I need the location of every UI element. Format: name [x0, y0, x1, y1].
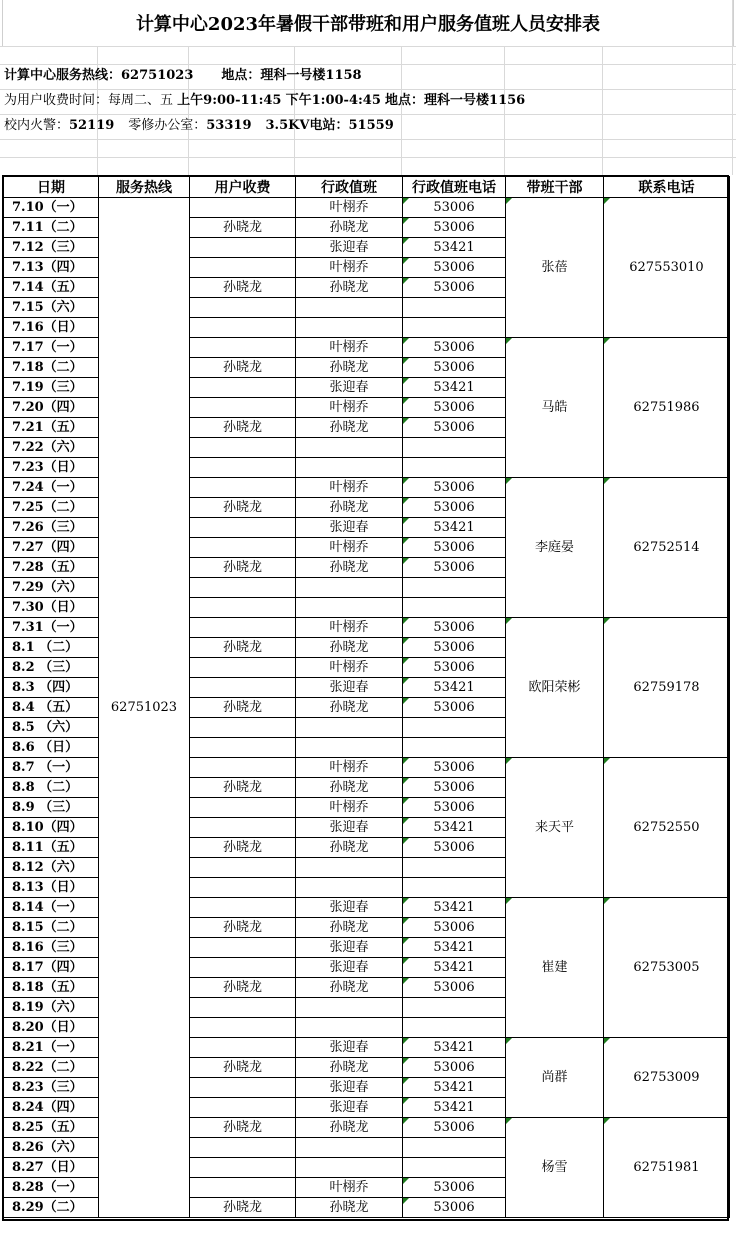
fee-cell — [190, 438, 296, 458]
leader-cell: 马皓 — [506, 338, 604, 478]
hotline-location: 理科一号楼1158 — [260, 68, 362, 83]
admin-duty-cell — [296, 718, 403, 738]
grid-line — [0, 46, 736, 47]
date-cell: 8.12（六） — [4, 858, 99, 878]
header-admin-duty: 行政值班 — [296, 177, 403, 198]
date-cell: 8.16（三） — [4, 938, 99, 958]
date-cell: 8.27（日） — [4, 1158, 99, 1178]
date-cell: 7.21（五） — [4, 418, 99, 438]
date-cell: 7.27（四） — [4, 538, 99, 558]
admin-phone-cell: 53421 — [403, 818, 506, 838]
admin-duty-cell: 孙晓龙 — [296, 638, 403, 658]
date-cell: 7.24（一） — [4, 478, 99, 498]
date-cell: 7.30（日） — [4, 598, 99, 618]
admin-phone-cell: 53006 — [403, 218, 506, 238]
admin-duty-cell: 张迎春 — [296, 238, 403, 258]
admin-duty-cell: 孙晓龙 — [296, 358, 403, 378]
admin-phone-cell: 53006 — [403, 398, 506, 418]
date-cell: 7.17（一） — [4, 338, 99, 358]
emergency-info — [4, 114, 394, 138]
admin-phone-cell — [403, 718, 506, 738]
date-cell: 8.29（二） — [4, 1198, 99, 1218]
admin-phone-cell: 53421 — [403, 1038, 506, 1058]
admin-duty-cell: 张迎春 — [296, 678, 403, 698]
admin-phone-cell: 53006 — [403, 638, 506, 658]
fee-cell: 孙晓龙 — [190, 278, 296, 298]
fee-cell: 孙晓龙 — [190, 498, 296, 518]
fee-cell — [190, 718, 296, 738]
admin-duty-cell: 张迎春 — [296, 1078, 403, 1098]
fee-cell — [190, 298, 296, 318]
fee-cell — [190, 758, 296, 778]
grid-line — [732, 0, 733, 175]
fee-location-label: 地点： — [385, 93, 425, 108]
admin-phone-cell: 53006 — [403, 538, 506, 558]
admin-duty-cell — [296, 578, 403, 598]
hotline-number: 62751023 — [121, 68, 194, 83]
header-leader: 带班干部 — [506, 177, 604, 198]
admin-duty-cell: 叶栩乔 — [296, 338, 403, 358]
admin-phone-cell: 53421 — [403, 958, 506, 978]
date-cell: 8.20（日） — [4, 1018, 99, 1038]
fee-cell — [190, 518, 296, 538]
fee-cell: 孙晓龙 — [190, 1058, 296, 1078]
admin-phone-cell: 53006 — [403, 558, 506, 578]
leader-cell: 崔建 — [506, 898, 604, 1038]
admin-phone-cell — [403, 738, 506, 758]
admin-duty-cell: 孙晓龙 — [296, 1058, 403, 1078]
admin-phone-cell: 53006 — [403, 258, 506, 278]
fee-cell: 孙晓龙 — [190, 778, 296, 798]
admin-phone-cell — [403, 458, 506, 478]
fee-cell — [190, 398, 296, 418]
hotline-cell: 62751023 — [99, 198, 190, 1218]
date-cell: 8.21（一） — [4, 1038, 99, 1058]
admin-phone-cell — [403, 858, 506, 878]
admin-duty-cell: 孙晓龙 — [296, 838, 403, 858]
fee-cell — [190, 318, 296, 338]
admin-duty-cell — [296, 458, 403, 478]
hotline-info — [4, 64, 362, 88]
admin-phone-cell: 53006 — [403, 418, 506, 438]
date-cell: 8.5 （六） — [4, 718, 99, 738]
leader-cell: 来天平 — [506, 758, 604, 898]
leader-phone-cell: 62759178 — [604, 618, 730, 758]
date-cell: 8.11（五） — [4, 838, 99, 858]
date-cell: 8.3 （四） — [4, 678, 99, 698]
date-cell: 8.18（五） — [4, 978, 99, 998]
fee-cell — [190, 818, 296, 838]
leader-phone-cell: 62751981 — [604, 1118, 730, 1218]
admin-duty-cell: 孙晓龙 — [296, 1118, 403, 1138]
fee-cell — [190, 678, 296, 698]
admin-phone-cell: 53006 — [403, 1058, 506, 1078]
fee-cell: 孙晓龙 — [190, 978, 296, 998]
fee-cell — [190, 898, 296, 918]
admin-phone-cell: 53006 — [403, 358, 506, 378]
admin-phone-cell: 53006 — [403, 798, 506, 818]
leader-cell: 李庭晏 — [506, 478, 604, 618]
date-cell: 7.14（五） — [4, 278, 99, 298]
admin-phone-cell: 53006 — [403, 1198, 506, 1218]
admin-phone-cell: 53006 — [403, 498, 506, 518]
admin-duty-cell: 孙晓龙 — [296, 498, 403, 518]
date-cell: 7.15（六） — [4, 298, 99, 318]
leader-phone-cell: 62753005 — [604, 898, 730, 1038]
admin-duty-cell: 孙晓龙 — [296, 218, 403, 238]
fee-cell: 孙晓龙 — [190, 1118, 296, 1138]
admin-phone-cell — [403, 1158, 506, 1178]
fee-cell — [190, 738, 296, 758]
fee-cell — [190, 878, 296, 898]
admin-duty-cell: 叶栩乔 — [296, 618, 403, 638]
fee-time-label: 为用户收费时间：每周二、五 — [4, 93, 174, 108]
header-date: 日期 — [4, 177, 99, 198]
grid-line — [0, 157, 736, 158]
fee-cell — [190, 198, 296, 218]
date-cell: 8.6 （日） — [4, 738, 99, 758]
leader-phone-cell: 62753009 — [604, 1038, 730, 1118]
date-cell: 8.13（日） — [4, 878, 99, 898]
fee-cell — [190, 798, 296, 818]
admin-duty-cell: 孙晓龙 — [296, 418, 403, 438]
admin-duty-cell — [296, 998, 403, 1018]
admin-duty-cell: 孙晓龙 — [296, 918, 403, 938]
fee-cell: 孙晓龙 — [190, 358, 296, 378]
admin-phone-cell — [403, 878, 506, 898]
admin-phone-cell: 53421 — [403, 938, 506, 958]
fee-cell — [190, 478, 296, 498]
admin-duty-cell: 张迎春 — [296, 958, 403, 978]
admin-phone-cell: 53006 — [403, 778, 506, 798]
fee-cell — [190, 938, 296, 958]
date-cell: 8.7 （一） — [4, 758, 99, 778]
fee-cell: 孙晓龙 — [190, 698, 296, 718]
admin-duty-cell: 叶栩乔 — [296, 478, 403, 498]
admin-phone-cell: 53006 — [403, 338, 506, 358]
date-cell: 8.8 （二） — [4, 778, 99, 798]
admin-duty-cell: 张迎春 — [296, 1098, 403, 1118]
substation-number: 51559 — [348, 118, 394, 133]
admin-duty-cell: 叶栩乔 — [296, 1178, 403, 1198]
admin-duty-cell — [296, 438, 403, 458]
admin-duty-cell: 叶栩乔 — [296, 798, 403, 818]
date-cell: 8.2 （三） — [4, 658, 99, 678]
table-header-row — [4, 177, 730, 198]
admin-phone-cell: 53421 — [403, 1078, 506, 1098]
fee-cell: 孙晓龙 — [190, 218, 296, 238]
admin-phone-cell — [403, 1138, 506, 1158]
admin-duty-cell — [296, 1138, 403, 1158]
date-cell: 7.31（一） — [4, 618, 99, 638]
date-cell: 8.24（四） — [4, 1098, 99, 1118]
fee-cell — [190, 338, 296, 358]
admin-duty-cell — [296, 318, 403, 338]
fee-cell — [190, 1038, 296, 1058]
date-cell: 7.16（日） — [4, 318, 99, 338]
fee-cell — [190, 1098, 296, 1118]
admin-duty-cell: 叶栩乔 — [296, 758, 403, 778]
admin-phone-cell — [403, 598, 506, 618]
admin-duty-cell — [296, 1158, 403, 1178]
admin-duty-cell — [296, 738, 403, 758]
leader-cell: 欧阳荣彬 — [506, 618, 604, 758]
date-cell: 7.26（三） — [4, 518, 99, 538]
fee-cell — [190, 998, 296, 1018]
leader-phone-cell: 627553010 — [604, 198, 730, 338]
fee-cell — [190, 378, 296, 398]
table-row — [4, 198, 730, 218]
hotline-label: 计算中心服务热线： — [4, 68, 122, 83]
fee-cell — [190, 1158, 296, 1178]
fee-time-pm: 下午1:00-4:45 — [285, 93, 381, 108]
date-cell: 7.23（日） — [4, 458, 99, 478]
grid-line — [602, 46, 603, 175]
admin-phone-cell: 53006 — [403, 838, 506, 858]
admin-phone-cell: 53006 — [403, 478, 506, 498]
admin-phone-cell: 53006 — [403, 198, 506, 218]
date-cell: 8.25（五） — [4, 1118, 99, 1138]
admin-phone-cell — [403, 438, 506, 458]
date-cell: 7.10（一） — [4, 198, 99, 218]
admin-phone-cell: 53006 — [403, 698, 506, 718]
date-cell: 8.10（四） — [4, 818, 99, 838]
admin-duty-cell: 叶栩乔 — [296, 658, 403, 678]
admin-phone-cell — [403, 298, 506, 318]
admin-phone-cell — [403, 1018, 506, 1038]
date-cell: 8.17（四） — [4, 958, 99, 978]
date-cell: 7.12（三） — [4, 238, 99, 258]
fee-cell — [190, 238, 296, 258]
admin-duty-cell: 张迎春 — [296, 378, 403, 398]
admin-phone-cell: 53421 — [403, 238, 506, 258]
fee-cell — [190, 538, 296, 558]
fire-label: 校内火警： — [4, 118, 70, 133]
admin-phone-cell: 53006 — [403, 618, 506, 638]
repair-label: 零修办公室： — [128, 118, 207, 133]
admin-duty-cell: 孙晓龙 — [296, 558, 403, 578]
leader-cell: 杨雪 — [506, 1118, 604, 1218]
fee-time-am: 上午9:00-11:45 — [177, 93, 282, 108]
admin-duty-cell: 张迎春 — [296, 938, 403, 958]
admin-phone-cell — [403, 318, 506, 338]
admin-phone-cell: 53006 — [403, 978, 506, 998]
fee-cell — [190, 1178, 296, 1198]
date-cell: 7.29（六） — [4, 578, 99, 598]
admin-phone-cell: 53006 — [403, 658, 506, 678]
admin-phone-cell — [403, 998, 506, 1018]
admin-phone-cell: 53006 — [403, 1118, 506, 1138]
date-cell: 8.1 （二） — [4, 638, 99, 658]
date-cell: 8.22（二） — [4, 1058, 99, 1078]
page-title: 计算中心2023年暑假干部带班和用户服务值班人员安排表 — [2, 0, 734, 46]
leader-phone-cell: 62752514 — [604, 478, 730, 618]
admin-duty-cell — [296, 1018, 403, 1038]
date-cell: 8.26（六） — [4, 1138, 99, 1158]
fee-cell: 孙晓龙 — [190, 558, 296, 578]
fee-cell: 孙晓龙 — [190, 638, 296, 658]
admin-phone-cell — [403, 578, 506, 598]
date-cell: 7.22（六） — [4, 438, 99, 458]
admin-duty-cell: 孙晓龙 — [296, 278, 403, 298]
leader-phone-cell: 62752550 — [604, 758, 730, 898]
fee-cell — [190, 598, 296, 618]
admin-duty-cell: 叶栩乔 — [296, 258, 403, 278]
header-fee: 用户收费 — [190, 177, 296, 198]
admin-duty-cell: 孙晓龙 — [296, 978, 403, 998]
admin-duty-cell — [296, 858, 403, 878]
header-hotline: 服务热线 — [99, 177, 190, 198]
date-cell: 8.28（一） — [4, 1178, 99, 1198]
admin-duty-cell: 张迎春 — [296, 898, 403, 918]
admin-duty-cell: 叶栩乔 — [296, 198, 403, 218]
date-cell: 8.4 （五） — [4, 698, 99, 718]
admin-phone-cell: 53006 — [403, 1178, 506, 1198]
fee-time-info — [4, 89, 525, 113]
fee-cell — [190, 458, 296, 478]
header-contact-phone: 联系电话 — [604, 177, 730, 198]
leader-cell: 张蓓 — [506, 198, 604, 338]
fee-cell — [190, 658, 296, 678]
hotline-location-label: 地点： — [221, 68, 261, 83]
grid-line — [0, 139, 736, 140]
fire-number: 52119 — [69, 118, 115, 133]
fee-cell: 孙晓龙 — [190, 418, 296, 438]
fee-cell — [190, 1138, 296, 1158]
substation-label: 3.5KV电站： — [265, 118, 349, 133]
date-cell: 7.28（五） — [4, 558, 99, 578]
header-admin-phone: 行政值班电话 — [403, 177, 506, 198]
admin-duty-cell: 张迎春 — [296, 818, 403, 838]
leader-cell: 尚群 — [506, 1038, 604, 1118]
fee-cell: 孙晓龙 — [190, 918, 296, 938]
date-cell: 8.9 （三） — [4, 798, 99, 818]
date-cell: 7.11（二） — [4, 218, 99, 238]
admin-duty-cell: 叶栩乔 — [296, 538, 403, 558]
duty-table — [3, 176, 730, 1218]
admin-phone-cell: 53006 — [403, 918, 506, 938]
repair-number: 53319 — [206, 118, 252, 133]
date-cell: 7.18（二） — [4, 358, 99, 378]
fee-cell: 孙晓龙 — [190, 838, 296, 858]
fee-cell — [190, 1018, 296, 1038]
date-cell: 7.13（四） — [4, 258, 99, 278]
admin-phone-cell: 53421 — [403, 678, 506, 698]
admin-phone-cell: 53421 — [403, 378, 506, 398]
fee-cell — [190, 858, 296, 878]
admin-duty-cell: 孙晓龙 — [296, 1198, 403, 1218]
admin-duty-cell: 孙晓龙 — [296, 778, 403, 798]
fee-cell — [190, 578, 296, 598]
fee-location: 理科一号楼1156 — [424, 93, 526, 108]
fee-cell — [190, 1078, 296, 1098]
admin-phone-cell: 53421 — [403, 518, 506, 538]
admin-duty-cell: 叶栩乔 — [296, 398, 403, 418]
date-cell: 8.15（二） — [4, 918, 99, 938]
fee-cell — [190, 958, 296, 978]
fee-cell — [190, 618, 296, 638]
date-cell: 8.19（六） — [4, 998, 99, 1018]
leader-phone-cell: 62751986 — [604, 338, 730, 478]
date-cell: 8.14（一） — [4, 898, 99, 918]
admin-duty-cell — [296, 878, 403, 898]
date-cell: 7.19（三） — [4, 378, 99, 398]
fee-cell — [190, 258, 296, 278]
admin-phone-cell: 53006 — [403, 758, 506, 778]
fee-cell: 孙晓龙 — [190, 1198, 296, 1218]
admin-phone-cell: 53421 — [403, 898, 506, 918]
admin-duty-cell — [296, 598, 403, 618]
admin-duty-cell — [296, 298, 403, 318]
date-cell: 8.23（三） — [4, 1078, 99, 1098]
date-cell: 7.20（四） — [4, 398, 99, 418]
admin-phone-cell: 53006 — [403, 278, 506, 298]
admin-duty-cell: 张迎春 — [296, 518, 403, 538]
date-cell: 7.25（二） — [4, 498, 99, 518]
admin-duty-cell: 孙晓龙 — [296, 698, 403, 718]
admin-duty-cell: 张迎春 — [296, 1038, 403, 1058]
duty-table-body — [4, 198, 730, 1218]
admin-phone-cell: 53421 — [403, 1098, 506, 1118]
